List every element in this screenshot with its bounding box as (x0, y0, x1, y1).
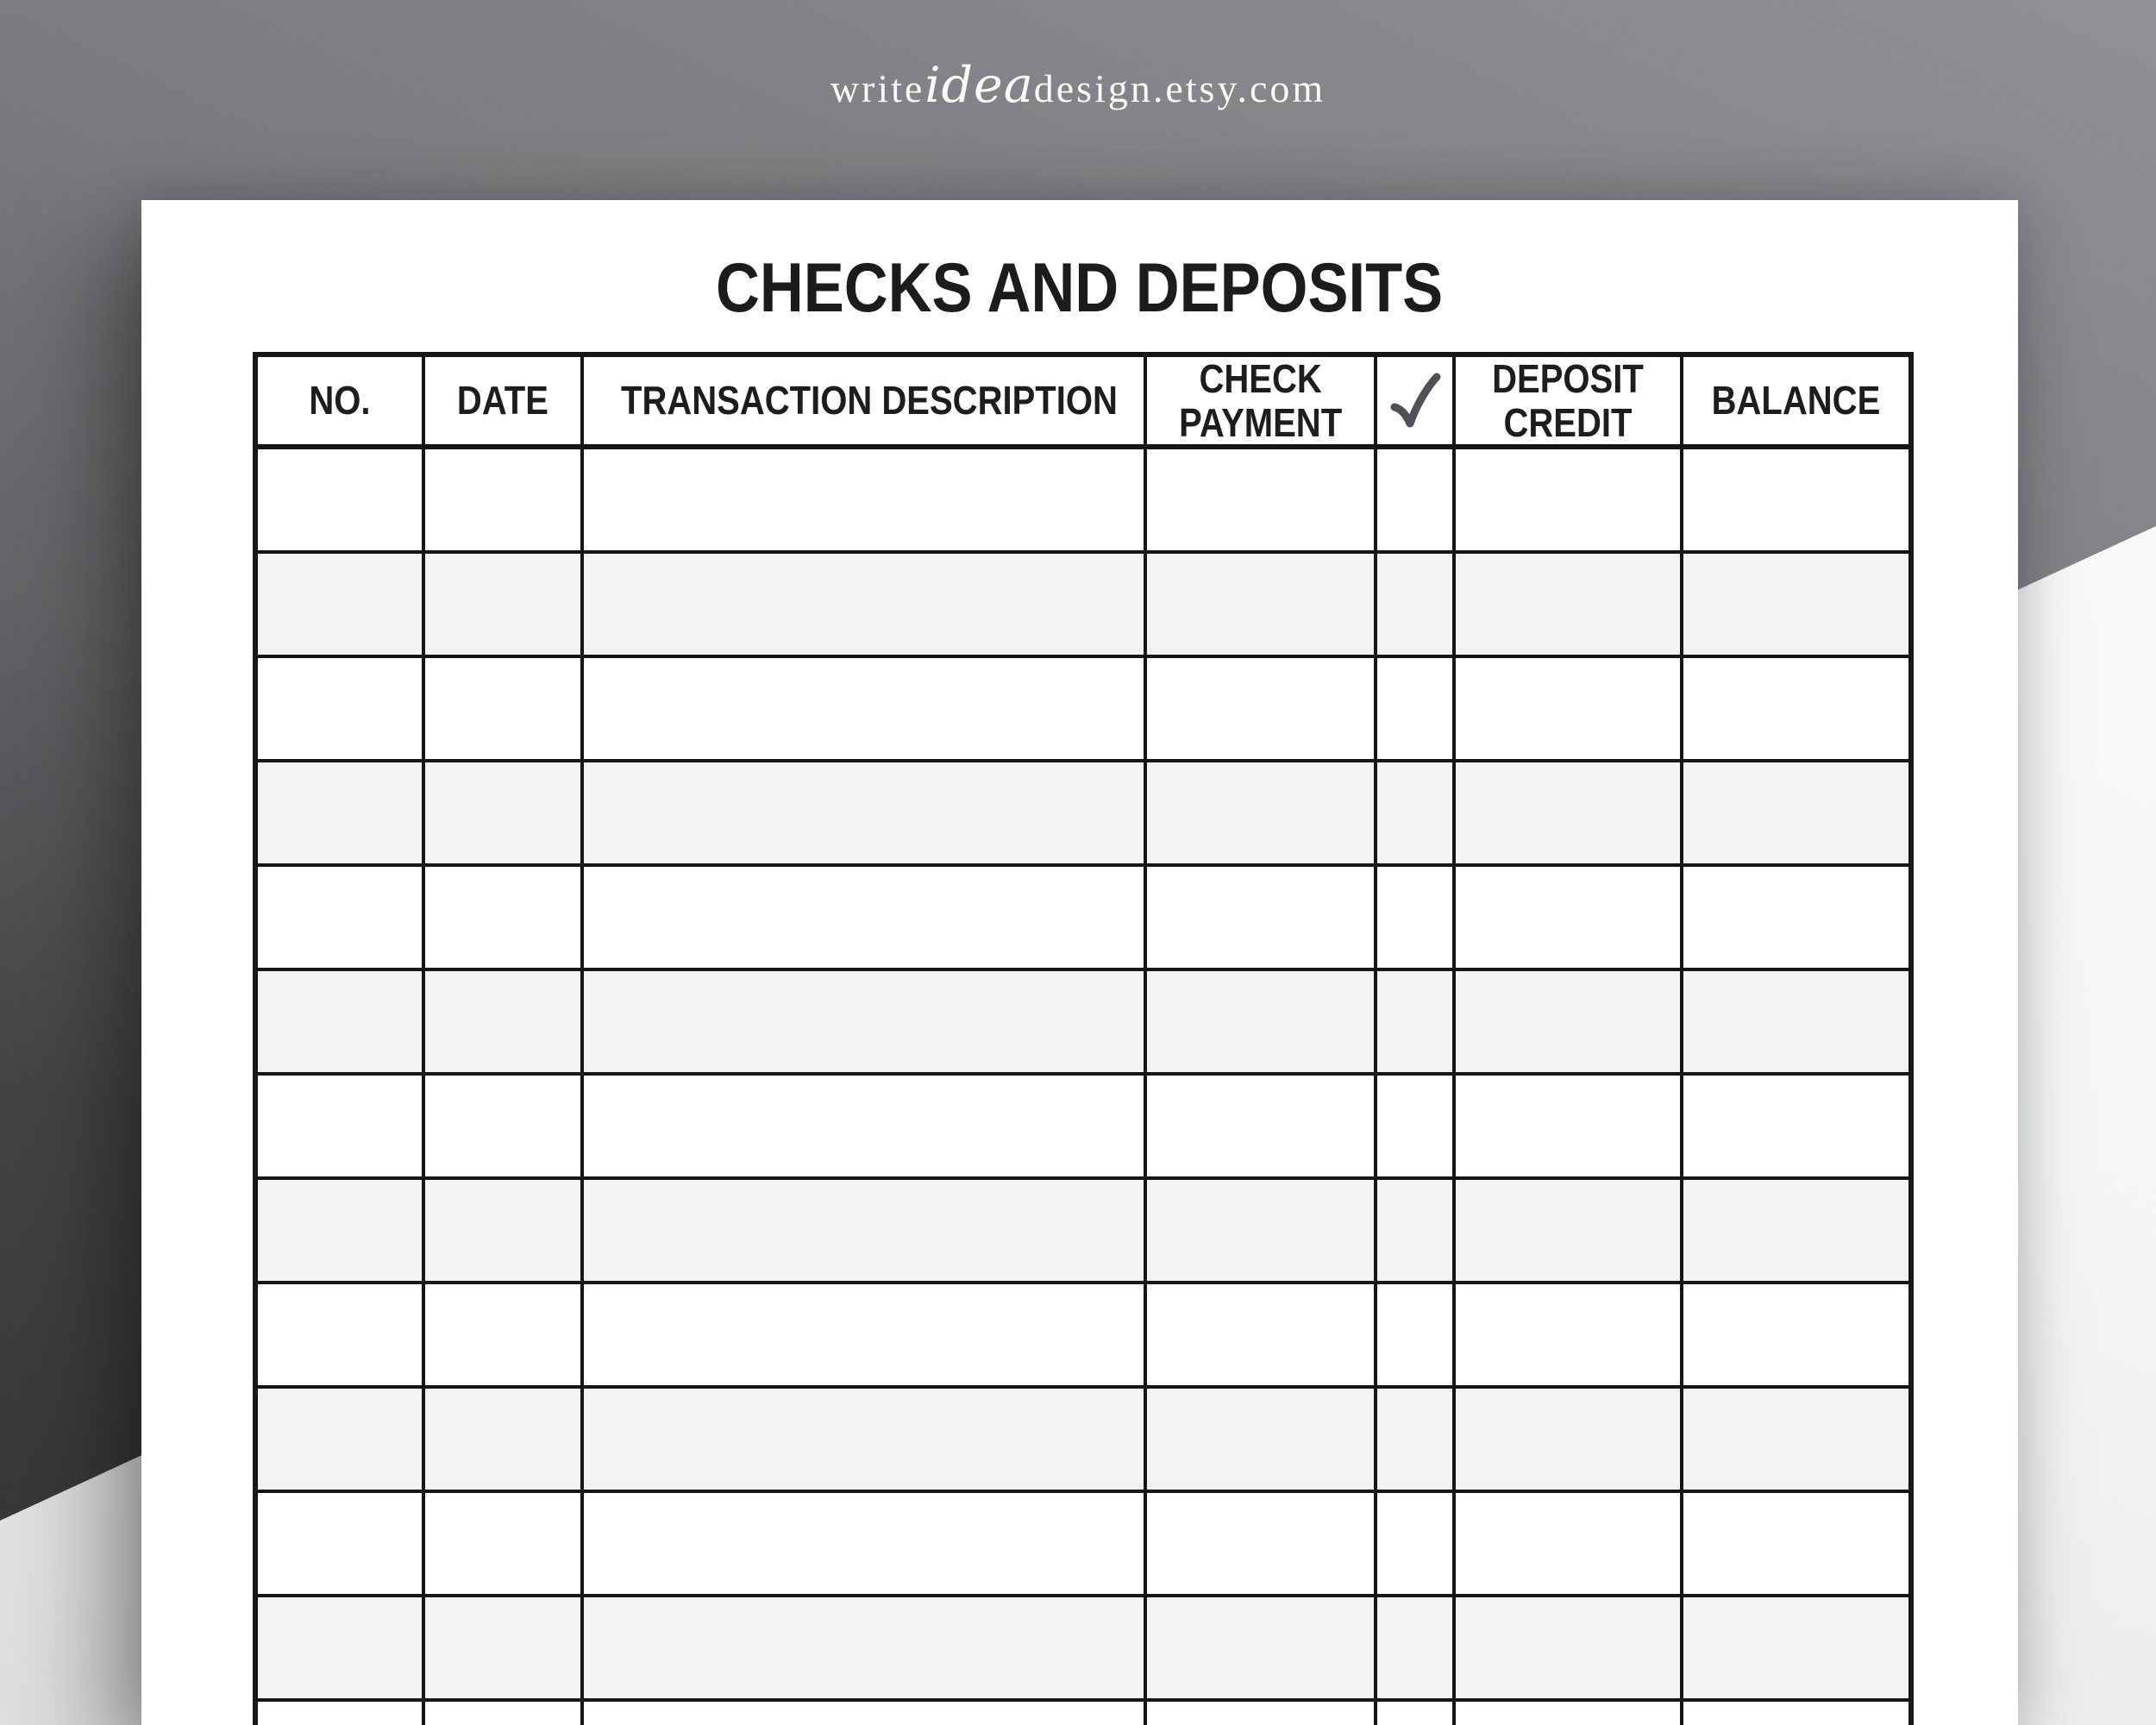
table-cell (1145, 1596, 1376, 1700)
table-cell (1376, 552, 1454, 656)
table-cell (1145, 447, 1376, 552)
table-cell (1376, 447, 1454, 552)
watermark-suffix: design.etsy.com (1033, 66, 1326, 110)
table-cell (1376, 969, 1454, 1074)
col-header-balance: BALANCE (1682, 354, 1911, 447)
page-title: CHECKS AND DEPOSITS (716, 249, 1444, 327)
table-cell (1145, 656, 1376, 761)
table-cell (1682, 552, 1911, 656)
table-cell (423, 1387, 582, 1491)
register-rows (255, 447, 1911, 1725)
table-cell (582, 552, 1145, 656)
table-row (255, 969, 1911, 1074)
table-cell (582, 1178, 1145, 1283)
table-row (255, 1178, 1911, 1283)
table-cell (1376, 1074, 1454, 1178)
table-cell (423, 1074, 582, 1178)
table-row (255, 1283, 1911, 1387)
table-cell (1682, 761, 1911, 865)
table-cell (1454, 865, 1682, 969)
table-cell (1682, 1074, 1911, 1178)
table-cell (582, 1596, 1145, 1700)
table-cell (423, 1178, 582, 1283)
table-cell (1682, 969, 1911, 1074)
table-cell (582, 865, 1145, 969)
table-cell (423, 1700, 582, 1725)
table-cell (1454, 1596, 1682, 1700)
checkmark-icon (1388, 372, 1442, 430)
table-cell (255, 1700, 423, 1725)
table-cell (255, 1178, 423, 1283)
table-cell (423, 656, 582, 761)
table-cell (1376, 761, 1454, 865)
col-header-no: NO. (255, 354, 423, 447)
table-cell (255, 447, 423, 552)
watermark-script: idea (924, 57, 1034, 114)
table-cell (255, 552, 423, 656)
table-cell (582, 656, 1145, 761)
col-header-date: DATE (423, 354, 582, 447)
table-cell (1145, 552, 1376, 656)
table-cell (1682, 656, 1911, 761)
table-cell (1145, 1491, 1376, 1596)
table-row (255, 1074, 1911, 1178)
table-row (255, 1491, 1911, 1596)
table-cell (255, 1596, 423, 1700)
table-cell (1145, 865, 1376, 969)
table-cell (1376, 656, 1454, 761)
table-cell (582, 969, 1145, 1074)
table-row (255, 656, 1911, 761)
table-row (255, 1387, 1911, 1491)
table-cell (1454, 1491, 1682, 1596)
table-cell (255, 1491, 423, 1596)
table-cell (423, 969, 582, 1074)
check-register-table (253, 352, 1914, 1725)
table-cell (1454, 969, 1682, 1074)
table-cell (423, 1283, 582, 1387)
table-cell (423, 1491, 582, 1596)
table-cell (582, 1387, 1145, 1491)
table-cell (1376, 1491, 1454, 1596)
table-cell (1454, 1700, 1682, 1725)
table-cell (1376, 1178, 1454, 1283)
table-cell (423, 447, 582, 552)
table-row (255, 761, 1911, 865)
table-cell (1454, 656, 1682, 761)
table-cell (1682, 1178, 1911, 1283)
table-cell (1376, 1700, 1454, 1725)
table-cell (1682, 1491, 1911, 1596)
watermark (0, 57, 2156, 114)
table-row (255, 447, 1911, 552)
table-cell (1682, 1700, 1911, 1725)
table-cell (1682, 865, 1911, 969)
table-cell (582, 1700, 1145, 1725)
table-cell (1145, 1387, 1376, 1491)
table-cell (423, 552, 582, 656)
table-cell (1376, 865, 1454, 969)
watermark-prefix: write (830, 66, 925, 110)
table-cell (255, 656, 423, 761)
col-header-transaction-description: TRANSACTION DESCRIPTION (582, 354, 1145, 447)
table-cell (1145, 1283, 1376, 1387)
table-cell (582, 761, 1145, 865)
col-header-check-payment: CHECK PAYMENT (1145, 354, 1376, 447)
table-cell (1682, 447, 1911, 552)
table-cell (255, 761, 423, 865)
table-cell (423, 1596, 582, 1700)
table-row (255, 865, 1911, 969)
table-row (255, 1596, 1911, 1700)
printable-sheet (141, 200, 2018, 1725)
table-cell (1454, 552, 1682, 656)
table-cell (1682, 1596, 1911, 1700)
table-cell (1454, 761, 1682, 865)
table-cell (1145, 761, 1376, 865)
header-row (255, 354, 1911, 447)
table-cell (582, 447, 1145, 552)
table-cell (423, 761, 582, 865)
table-cell (423, 865, 582, 969)
table-cell (255, 1074, 423, 1178)
table-row (255, 552, 1911, 656)
table-row (255, 1700, 1911, 1725)
col-header-deposit-credit: DEPOSIT CREDIT (1454, 354, 1682, 447)
table-cell (1454, 1283, 1682, 1387)
col-header-cleared (1376, 354, 1454, 447)
table-cell (1454, 447, 1682, 552)
table-cell (1454, 1387, 1682, 1491)
table-cell (1145, 969, 1376, 1074)
table-cell (1376, 1283, 1454, 1387)
table-cell (582, 1283, 1145, 1387)
table-cell (1454, 1074, 1682, 1178)
table-cell (1145, 1700, 1376, 1725)
table-cell (1454, 1178, 1682, 1283)
table-cell (1682, 1387, 1911, 1491)
table-cell (255, 1283, 423, 1387)
table-cell (582, 1074, 1145, 1178)
table-cell (255, 865, 423, 969)
table-cell (1682, 1283, 1911, 1387)
table-cell (255, 1387, 423, 1491)
table-cell (255, 969, 423, 1074)
table-cell (1145, 1178, 1376, 1283)
table-cell (582, 1491, 1145, 1596)
table-cell (1145, 1074, 1376, 1178)
table-cell (1376, 1387, 1454, 1491)
table-cell (1376, 1596, 1454, 1700)
